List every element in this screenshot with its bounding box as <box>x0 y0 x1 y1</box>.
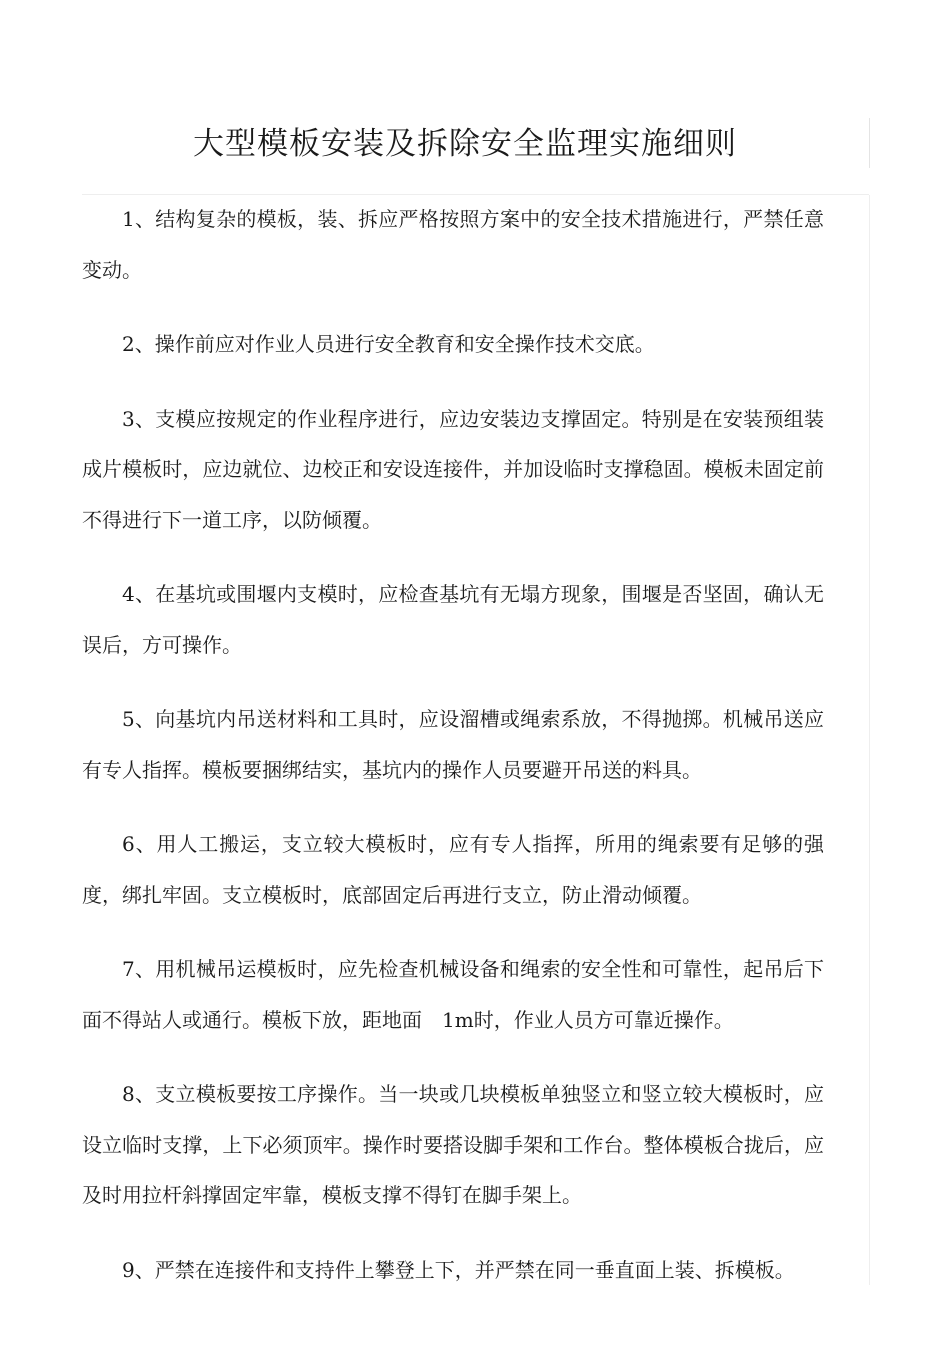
document-title: 大型模板安装及拆除安全监理实施细则 <box>193 126 737 162</box>
paragraph-8: 8、支立模板要按工序操作。当一块或几块模板单独竖立和竖立较大模板时，应设立临时支撑，上下必须顶牢。操作时要搭设脚手架和工作台。整体模板合拢后，应及时用拉杆斜撑固定牢靠，模板支撑不得钉在脚手架上。 <box>82 1082 824 1207</box>
paragraph-5: 5、向基坑内吊送材料和工具时，应设溜槽或绳索系放，不得抛掷。机械吊送应有专人指挥。模板要捆绑结实，基坑内的操作人员要避开吊送的料具。 <box>82 707 824 782</box>
margin-line-top <box>869 118 870 168</box>
paragraph-9: 9、严禁在连接件和支持件上攀登上下，并严禁在同一垂直面上装、拆模板。 <box>122 1257 795 1282</box>
paragraph-7: 7、用机械吊运模板时，应先检查机械设备和绳索的安全性和可靠性，起吊后下面不得站人或通行。模板下放，距地面 1m时，作业人员方可靠近操作。 <box>82 957 824 1032</box>
paragraph-3: 3、支模应按规定的作业程序进行，应边安装边支撑固定。特别是在安装预组装成片模板时，应边就位、边校正和安设连接件，并加设临时支撑稳固。模板未固定前不得进行下一道工序，以防倾覆。 <box>82 406 824 532</box>
document-body <box>82 194 824 1319</box>
paragraph-6: 6、用人工搬运，支立较大模板时，应有专人指挥，所用的绳索要有足够的强度，绑扎牢固。支立模板时，底部固定后再进行支立，防止滑动倾覆。 <box>82 832 824 907</box>
paragraph-2: 2、操作前应对作业人员进行安全教育和安全操作技术交底。 <box>122 332 655 356</box>
paragraph-1: 1、结构复杂的模板，装、拆应严格按照方案中的安全技术措施进行，严禁任意变动。 <box>82 207 824 282</box>
paragraph-4: 4、在基坑或围堰内支模时，应检查基坑有无塌方现象，围堰是否坚固，确认无误后，方可操作。 <box>82 582 824 657</box>
margin-line-right <box>869 195 870 1285</box>
